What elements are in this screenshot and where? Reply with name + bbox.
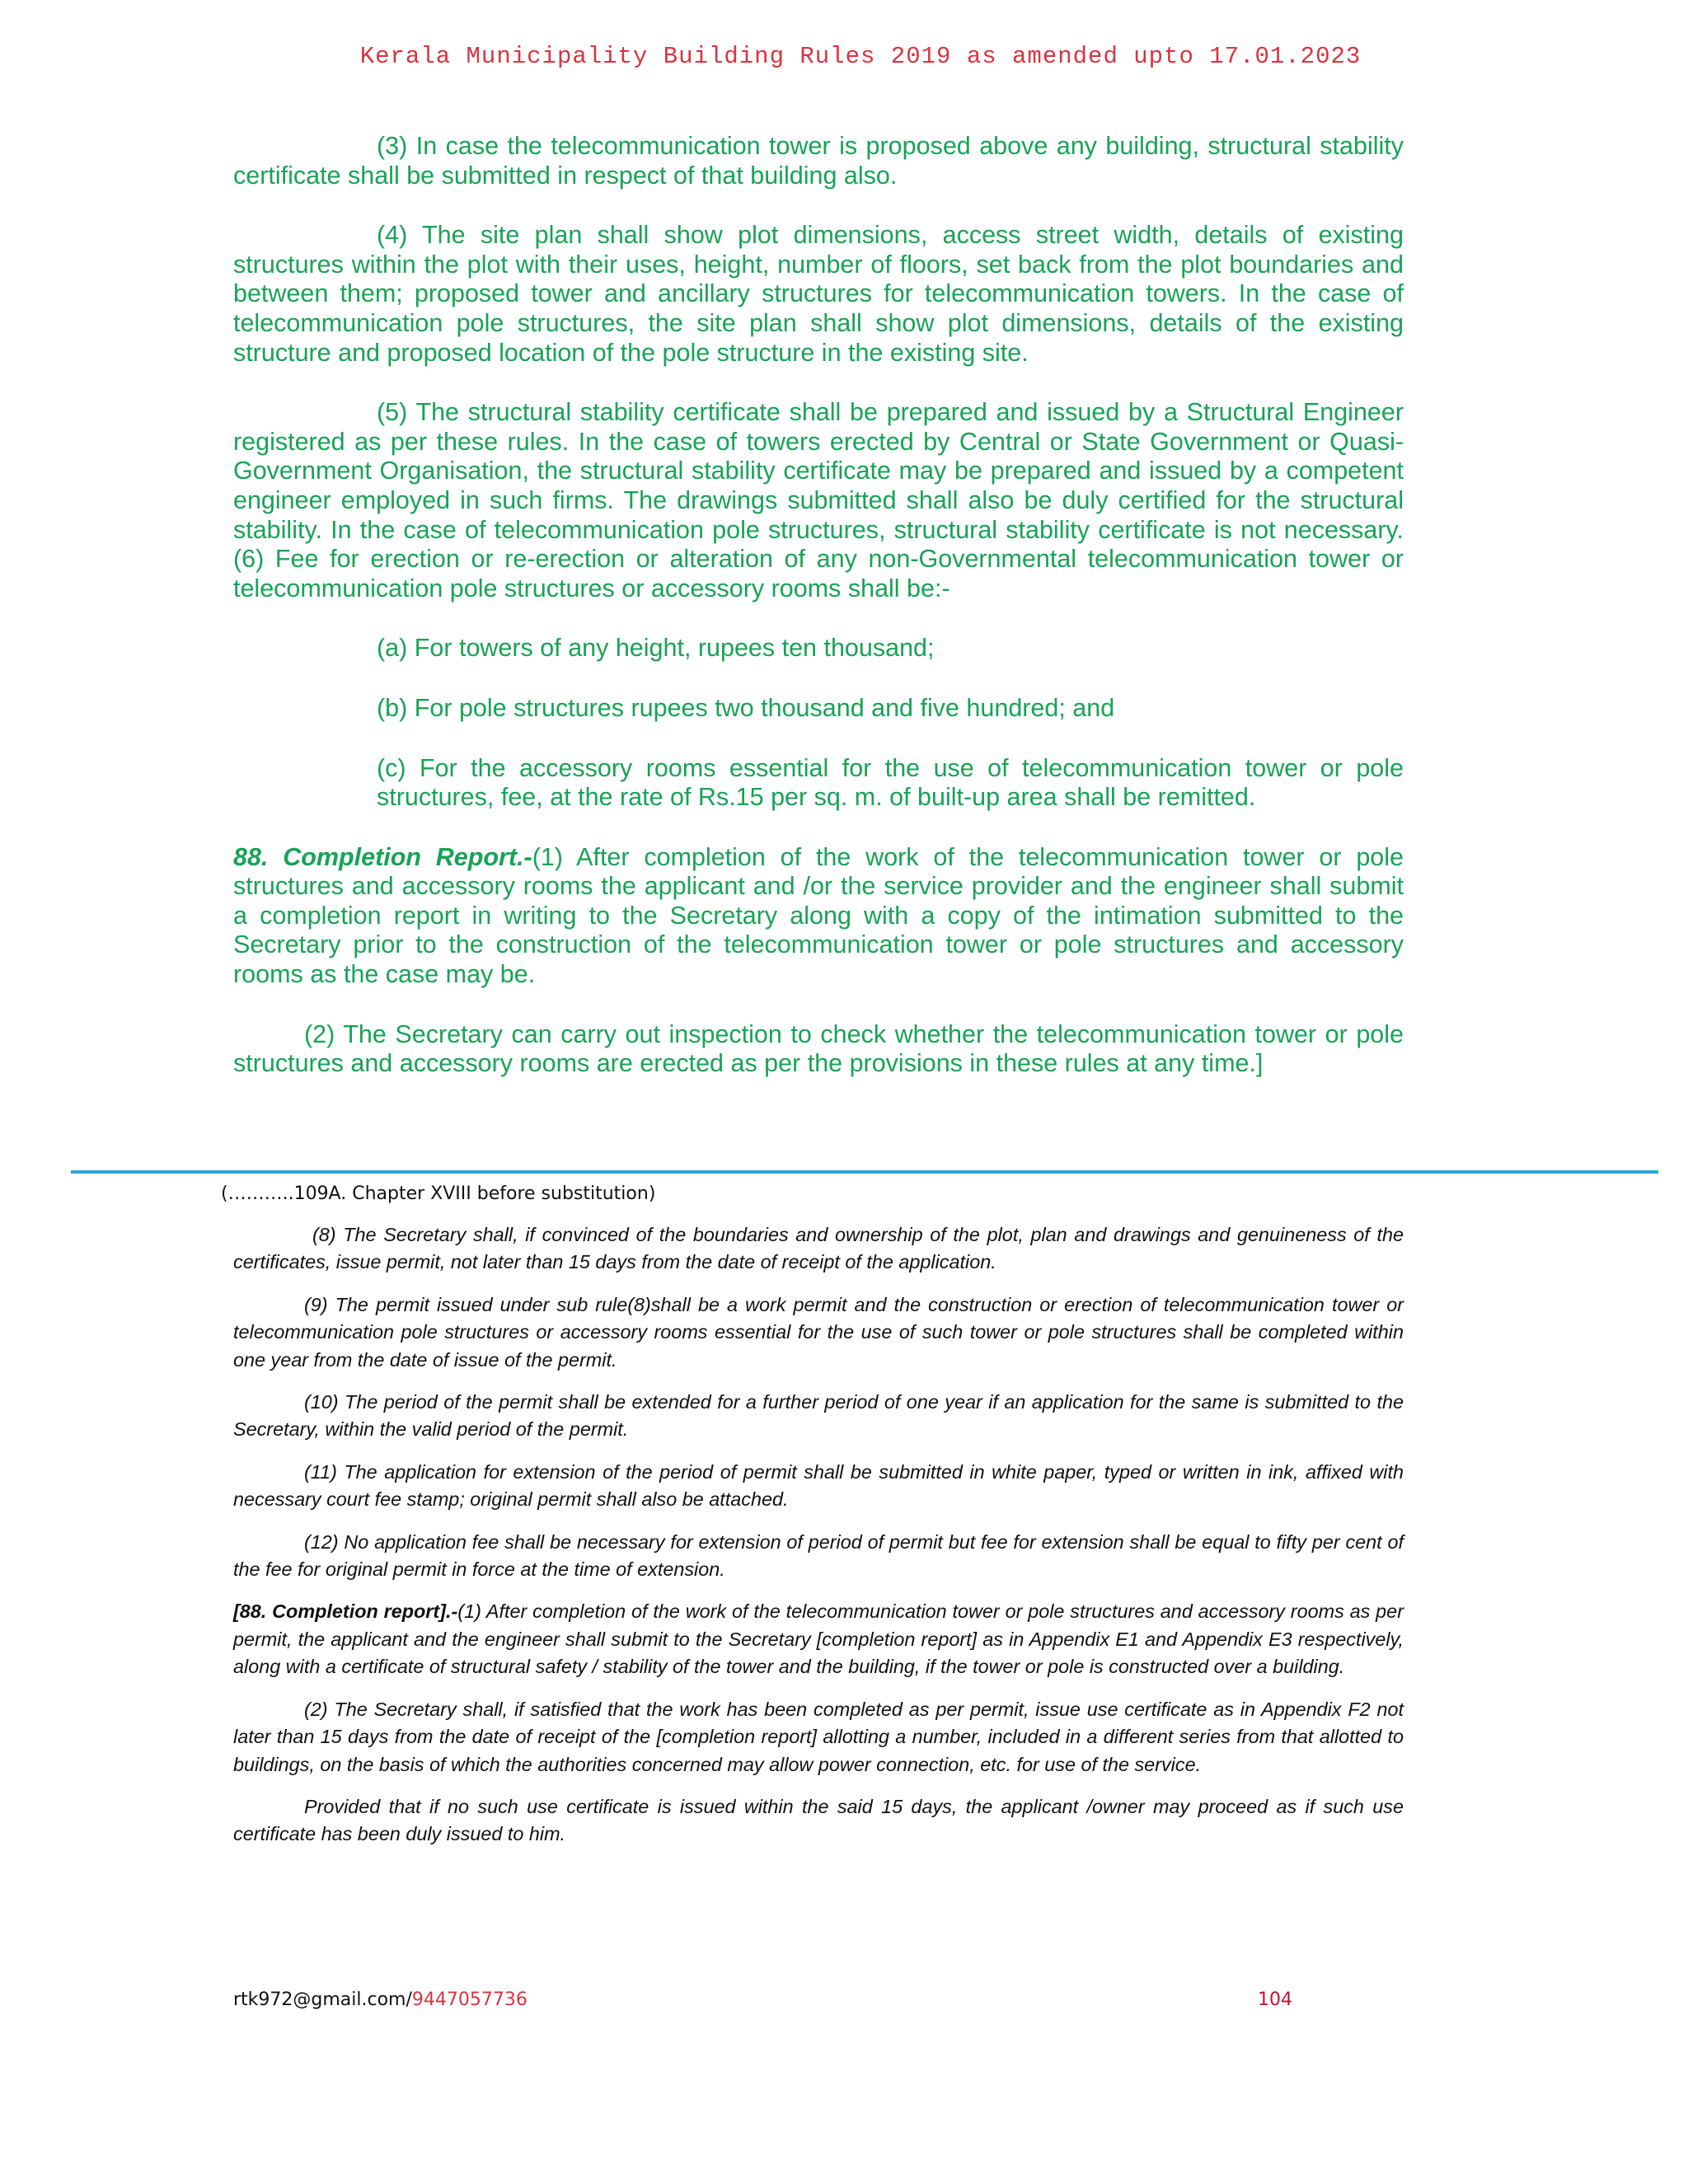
main-text (233, 132, 1404, 1109)
footnote-rule-11: (11) The application for extension of the period of permit shall be submitted in white paper, typed or written in ink, affixed with necessary court fee stamp; original permit shall also be attached. (233, 1460, 1404, 1511)
footnote-rule-12: (12) No application fee shall be necessary for extension of period of permit but fee for extension shall be equal to fifty per cent of the fee for original permit in force at the time of extension. (233, 1530, 1404, 1581)
footnote-rule-9: (9) The permit issued under sub rule(8)shall be a work permit and the construction or erection of telecommunication tower or telecommunication pole structures or accessory rooms essential for the use of such tower or pole structures shall be completed within one year from the date of issue of the permit. (233, 1293, 1404, 1371)
page-number: 104 (1258, 1990, 1292, 2010)
footnote-rule-88-2: (2) The Secretary shall, if satisfied that the work has been completed as per permit, issue use certificate as in Appendix F2 not later than 15 days from the date of receipt of the [completion report] allotting a number, included in a different series from that allotted to buildings, on the basis of which the authorities concerned may allow power connection, etc. for use of the service. (233, 1698, 1404, 1775)
footnote-text (233, 1221, 1404, 1863)
footnote-proviso: Provided that if no such use certificate is issued within the said 15 days, the applicant /owner may proceed as if such use certificate has been duly issued to him. (233, 1795, 1404, 1845)
list-item-c: (c) For the accessory rooms essential for the use of telecommunication tower or pole structures, fee, at the rate of Rs.15 per sq. m. of built-up area shall be remitted. (377, 753, 1404, 812)
footnote-divider (71, 1170, 1658, 1174)
footer-email: rtk972@gmail.com/ (233, 1990, 412, 2010)
section-88-text: (1) After completion of the work of the telecommunication tower or pole structures and accessory rooms the applicant and /or the service provider and the engineer shall submit a completion report in writing to the Secretary along with a copy of the intimation submitted to the Secretary prior to the construction of the telecommunication tower or pole structures and accessory rooms as the case may be. (233, 842, 1404, 989)
footnote-rule-88-1 (233, 1598, 1404, 1680)
list-item-a: (a) For towers of any height, rupees ten thousand; (377, 634, 935, 663)
section-88-subrule-2: (2) The Secretary can carry out inspection to check whether the telecommunication tower or pole structures and accessory rooms are erected as per the provisions in these rules at any time.] (233, 1019, 1404, 1078)
page-header-title: Kerala Municipality Building Rules 2019 as amended upto 17.01.2023 (359, 43, 1362, 70)
footnote-title: (………..109A. Chapter XVIII before substitution) (221, 1183, 656, 1204)
footnote-rule-88-1-text: (1) After completion of the work of the telecommunication tower or pole structures and accessory rooms as per permit, the applicant and the engineer shall submit to the Secretary [completion report] as in Appendix E1 and Appendix E3 respectively, along with a certificate of structural safety / stability of the tower and the building, if the tower or pole is constructed over a building. (233, 1601, 1404, 1678)
paragraph-5: (5) The structural stability certificate shall be prepared and issued by a Structural Engineer registered as per these rules. In the case of towers erected by Central or State Government or Quasi-Government Organisation, the structural stability certificate may be prepared and issued by a competent engineer employed in such firms. The drawings submitted shall also be duly certified for the structural stability. In the case of telecommunication pole structures, structural stability certificate is not necessary. (6) Fee for erection or re-erection or alteration of any non-Governmental telecommunication tower or telecommunication pole structures or accessory rooms shall be:- (233, 398, 1404, 602)
paragraph-4: (4) The site plan shall show plot dimensions, access street width, details of existing structures within the plot with their uses, height, number of floors, set back from the plot boundaries and between them; proposed tower and ancillary structures for telecommunication towers. In the case of telecommunication pole structures, the site plan shall show plot dimensions, details of the existing structure and proposed location of the pole structure in the existing site. (233, 221, 1404, 367)
footer-phone: 9447057736 (411, 1990, 528, 2010)
section-88-heading: 88. Completion Report.- (233, 842, 532, 871)
section-88 (233, 843, 1404, 990)
footer-contact (233, 1990, 528, 2010)
list-item-b: (b) For pole structures rupees two thousand and five hundred; and (377, 693, 1115, 722)
footnote-rule-88-heading: [88. Completion report].- (233, 1601, 458, 1623)
footnote-rule-10: (10) The period of the permit shall be extended for a further period of one year if an application for the same is submitted to the Secretary, within the valid period of the permit. (233, 1391, 1404, 1441)
footnote-rule-8: (8) The Secretary shall, if convinced of the boundaries and ownership of the plot, plan and drawings and genuineness of the certificates, issue permit, not later than 15 days from the date of receipt of the application. (233, 1224, 1404, 1273)
paragraph-3: (3) In case the telecommunication tower is proposed above any building, structural stability certificate shall be submitted in respect of that building also. (233, 132, 1404, 190)
